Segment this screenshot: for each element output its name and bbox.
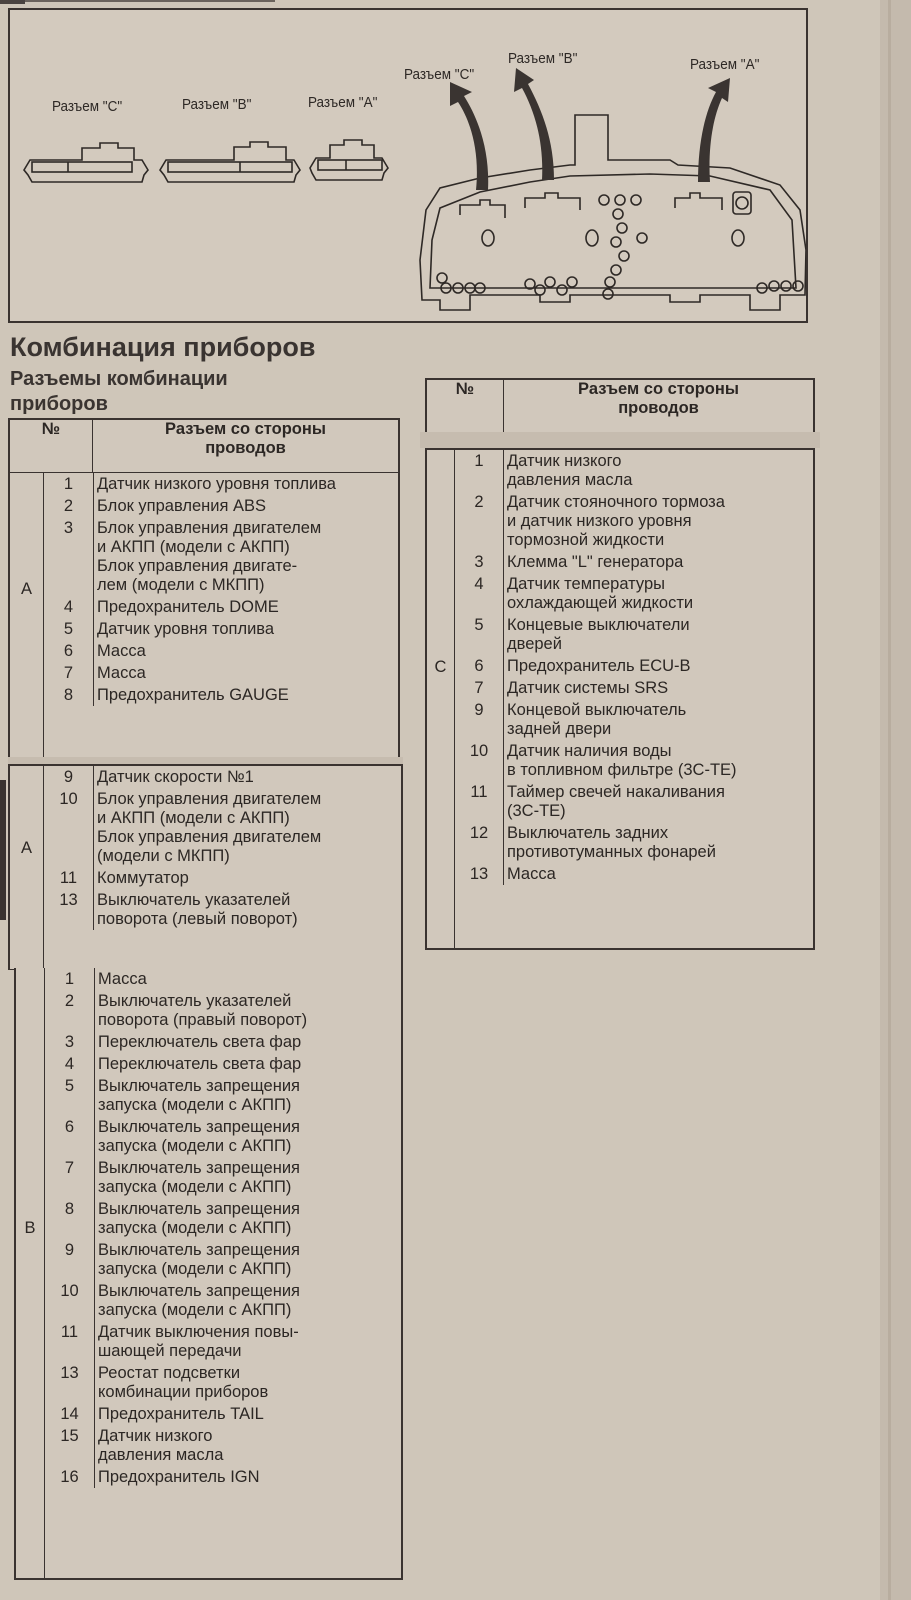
connector-group: B: [15, 968, 45, 1488]
connector-group: A: [9, 473, 44, 706]
pin-description: Предохранитель DOME: [97, 598, 279, 616]
page-edge: [880, 0, 911, 1600]
pin-description: Датчик низкого уровня топлива: [97, 475, 336, 493]
pin-number: 3: [45, 1031, 95, 1053]
header-description: [93, 419, 400, 473]
pin-number: 5: [44, 618, 94, 640]
left-table-part2: [8, 764, 403, 970]
table-filler-row: [9, 930, 402, 970]
table-row: [426, 699, 814, 740]
connector-group: C: [426, 449, 455, 885]
pin-description: Блок управления двигателем и АКПП (модели с АКПП) Блок управления двигателем (модели с МКПП): [97, 790, 322, 865]
table-row: [15, 990, 402, 1031]
pin-description: Переключатель света фар: [98, 1033, 302, 1051]
connector-group: A: [9, 765, 44, 930]
table-row: [9, 596, 399, 618]
pin-description: Переключатель света фар: [98, 1055, 302, 1073]
table-row: [9, 618, 399, 640]
section-title: Комбинация приборов: [10, 332, 316, 362]
pin-description: Выключатель запрещения запуска (модели с АКПП): [98, 1159, 300, 1196]
pin-number: 1: [45, 968, 95, 990]
table-row: [426, 781, 814, 822]
filler-cell: [9, 706, 44, 761]
table-row: [15, 1198, 402, 1239]
header-number: №: [9, 419, 93, 473]
pin-description: Датчик выключения повы- шающей передачи: [98, 1323, 299, 1360]
pin-number: 16: [45, 1466, 95, 1488]
pin-number: 11: [45, 1321, 95, 1362]
filler-cell: [44, 930, 94, 970]
table-row: [15, 1239, 402, 1280]
top-rule: [0, 0, 25, 4]
pin-number: 2: [455, 491, 504, 551]
pin-number: 11: [455, 781, 504, 822]
pin-description: Концевые выключатели дверей: [507, 616, 690, 653]
pin-number: 4: [44, 596, 94, 618]
table-row: [9, 867, 402, 889]
pin-number: 1: [455, 449, 504, 491]
filler-cell: [45, 1488, 95, 1579]
table-row: [9, 640, 399, 662]
pin-description: Выключатель запрещения запуска (модели с АКПП): [98, 1200, 300, 1237]
pin-number: 2: [44, 495, 94, 517]
connector-c-drawing: [24, 143, 148, 182]
pin-number: 2: [45, 990, 95, 1031]
pin-number: 5: [45, 1075, 95, 1116]
pin-number: 3: [44, 517, 94, 596]
right-table-header: [425, 378, 815, 434]
table-row: [15, 1075, 402, 1116]
pin-number: 6: [45, 1116, 95, 1157]
table-row: [15, 1280, 402, 1321]
section-subtitle-line1: Разъемы комбинации: [10, 368, 228, 390]
pin-number: 9: [45, 1239, 95, 1280]
arrow-to-connector-b: [514, 68, 554, 180]
table-row: [15, 1321, 402, 1362]
pin-number: 11: [44, 867, 94, 889]
pin-number: 6: [455, 655, 504, 677]
section-subtitle-line2: приборов: [10, 393, 108, 415]
header-description-line1: Разъем со стороны: [165, 420, 326, 438]
right-table-header-clip: [425, 378, 815, 434]
left-table-part1: [8, 473, 400, 761]
pin-description: Концевой выключатель задней двери: [507, 701, 687, 738]
table-row: [426, 491, 814, 551]
filler-cell: [426, 885, 455, 949]
pin-description: Датчик наличия воды в топливном фильтре (3C-TE): [507, 742, 737, 779]
table-row: [426, 655, 814, 677]
pin-number: 9: [455, 699, 504, 740]
pin-description: Выключатель указателей поворота (левый поворот): [97, 891, 298, 928]
table-row: [15, 1157, 402, 1198]
pin-description: Выключатель запрещения запуска (модели с АКПП): [98, 1241, 300, 1278]
pin-number: 13: [45, 1362, 95, 1403]
table-row: [15, 1116, 402, 1157]
pin-number: 4: [455, 573, 504, 614]
table-row: [426, 822, 814, 863]
pin-description: Масса: [507, 865, 556, 883]
pin-number: 15: [45, 1425, 95, 1466]
diagram-drawing: [10, 10, 806, 321]
table-row: [15, 1425, 402, 1466]
pin-number: 12: [455, 822, 504, 863]
pin-description: Коммутатор: [97, 869, 189, 887]
connector-c-label: Разъем "C": [52, 98, 123, 115]
pin-number: 7: [44, 662, 94, 684]
pin-number: 13: [44, 889, 94, 930]
pin-number: 9: [44, 765, 94, 788]
table-filler-row: [15, 1488, 402, 1579]
pin-number: 3: [455, 551, 504, 573]
table-row: [15, 1031, 402, 1053]
pin-description: Предохранитель TAIL: [98, 1405, 264, 1423]
pin-description: Датчик уровня топлива: [97, 620, 275, 638]
table-row: [426, 614, 814, 655]
table-row: [15, 1403, 402, 1425]
table-row: [426, 740, 814, 781]
table-row: [9, 662, 399, 684]
pin-description: Выключатель запрещения запуска (модели с АКПП): [98, 1282, 300, 1319]
header-description: [504, 379, 815, 433]
arrow-to-connector-c: [450, 82, 488, 190]
filler-cell: [44, 706, 94, 761]
header-number: №: [426, 379, 504, 433]
header-description-line2: проводов: [205, 439, 286, 457]
pin-number: 1: [44, 473, 94, 495]
top-rule-thin: [25, 0, 275, 2]
table-row: [9, 684, 399, 706]
pin-description: Блок управления двигателем и АКПП (модели с АКПП) Блок управления двигате- лем (модели с МКПП): [97, 519, 322, 594]
connector-b-drawing: [160, 142, 300, 182]
connector-a-label: Разъем "A": [308, 94, 378, 111]
panel-connector-a-label: Разъем "A": [690, 56, 760, 73]
pin-description: Предохранитель GAUGE: [97, 686, 289, 704]
pin-description: Датчик системы SRS: [507, 679, 669, 697]
pin-description: Клемма "L" генератора: [507, 553, 684, 571]
right-table-body: [425, 448, 815, 950]
pin-number: 7: [455, 677, 504, 699]
table-row: [15, 1466, 402, 1488]
pin-description: Датчик температуры охлаждающей жидкости: [507, 575, 694, 612]
connector-b-label: Разъем "B": [182, 96, 252, 113]
table-row: [9, 473, 399, 495]
pin-number: 13: [455, 863, 504, 885]
table-row: [426, 863, 814, 885]
table-row: [9, 889, 402, 930]
pin-number: 10: [45, 1280, 95, 1321]
pin-description: Масса: [97, 642, 146, 660]
table-row: [426, 573, 814, 614]
pin-description: Выключатель указателей поворота (правый поворот): [98, 992, 308, 1029]
left-table-part3: [14, 968, 403, 1580]
adjacent-page-edge: [0, 780, 6, 920]
header-description-line1: Разъем со стороны: [578, 380, 739, 398]
pin-number: 10: [455, 740, 504, 781]
pin-number: 10: [44, 788, 94, 867]
table-row: [15, 1362, 402, 1403]
pin-number: 8: [44, 684, 94, 706]
pin-description: Датчик низкого давления масла: [98, 1427, 224, 1464]
pin-description: Датчик низкого давления масла: [507, 452, 633, 489]
table-filler-row: [9, 706, 399, 761]
pin-description: Предохранитель ECU-B: [507, 657, 691, 675]
arrows: [450, 68, 730, 190]
pin-number: 8: [45, 1198, 95, 1239]
pin-number: 5: [455, 614, 504, 655]
pin-description: Датчик стояночного тормоза и датчик низкого уровня тормозной жидкости: [507, 493, 725, 549]
panel-connector-c-label: Разъем "C": [404, 66, 475, 83]
filler-cell: [455, 885, 504, 949]
table-row: [9, 495, 399, 517]
bulb-holes: [437, 195, 803, 299]
filler-cell: [9, 930, 44, 970]
table-row: [9, 765, 402, 788]
pin-description: Таймер свечей накаливания (3C-TE): [507, 783, 725, 820]
pin-description: Датчик скорости №1: [97, 768, 254, 786]
table-row: [9, 517, 399, 596]
page-edge-strip: [888, 0, 891, 1600]
pin-number: 4: [45, 1053, 95, 1075]
header-description-line2: проводов: [618, 399, 699, 417]
pin-description: Блок управления ABS: [97, 497, 267, 515]
pin-description: Реостат подсветки комбинации приборов: [98, 1364, 269, 1401]
filler-cell: [15, 1488, 45, 1579]
pin-number: 6: [44, 640, 94, 662]
pin-description: Выключатель задних противотуманных фонарей: [507, 824, 716, 861]
table-filler-row: [426, 885, 814, 949]
panel-connector-b-label: Разъем "B": [508, 50, 578, 67]
table-row: [426, 677, 814, 699]
pin-description: Масса: [98, 970, 147, 988]
pin-description: Выключатель запрещения запуска (модели с АКПП): [98, 1077, 300, 1114]
page-fold-band-right: [420, 432, 820, 448]
table-row: [15, 968, 402, 990]
table-row: [426, 449, 814, 491]
pin-description: Масса: [97, 664, 146, 682]
left-table-header: [8, 418, 400, 474]
pin-number: 7: [45, 1157, 95, 1198]
connector-a-drawing: [310, 140, 388, 180]
table-row: [426, 551, 814, 573]
connector-diagram: [8, 8, 808, 323]
table-row: [9, 788, 402, 867]
pin-number: 14: [45, 1403, 95, 1425]
table-row: [15, 1053, 402, 1075]
pin-description: Предохранитель IGN: [98, 1468, 260, 1486]
pin-description: Выключатель запрещения запуска (модели с АКПП): [98, 1118, 300, 1155]
